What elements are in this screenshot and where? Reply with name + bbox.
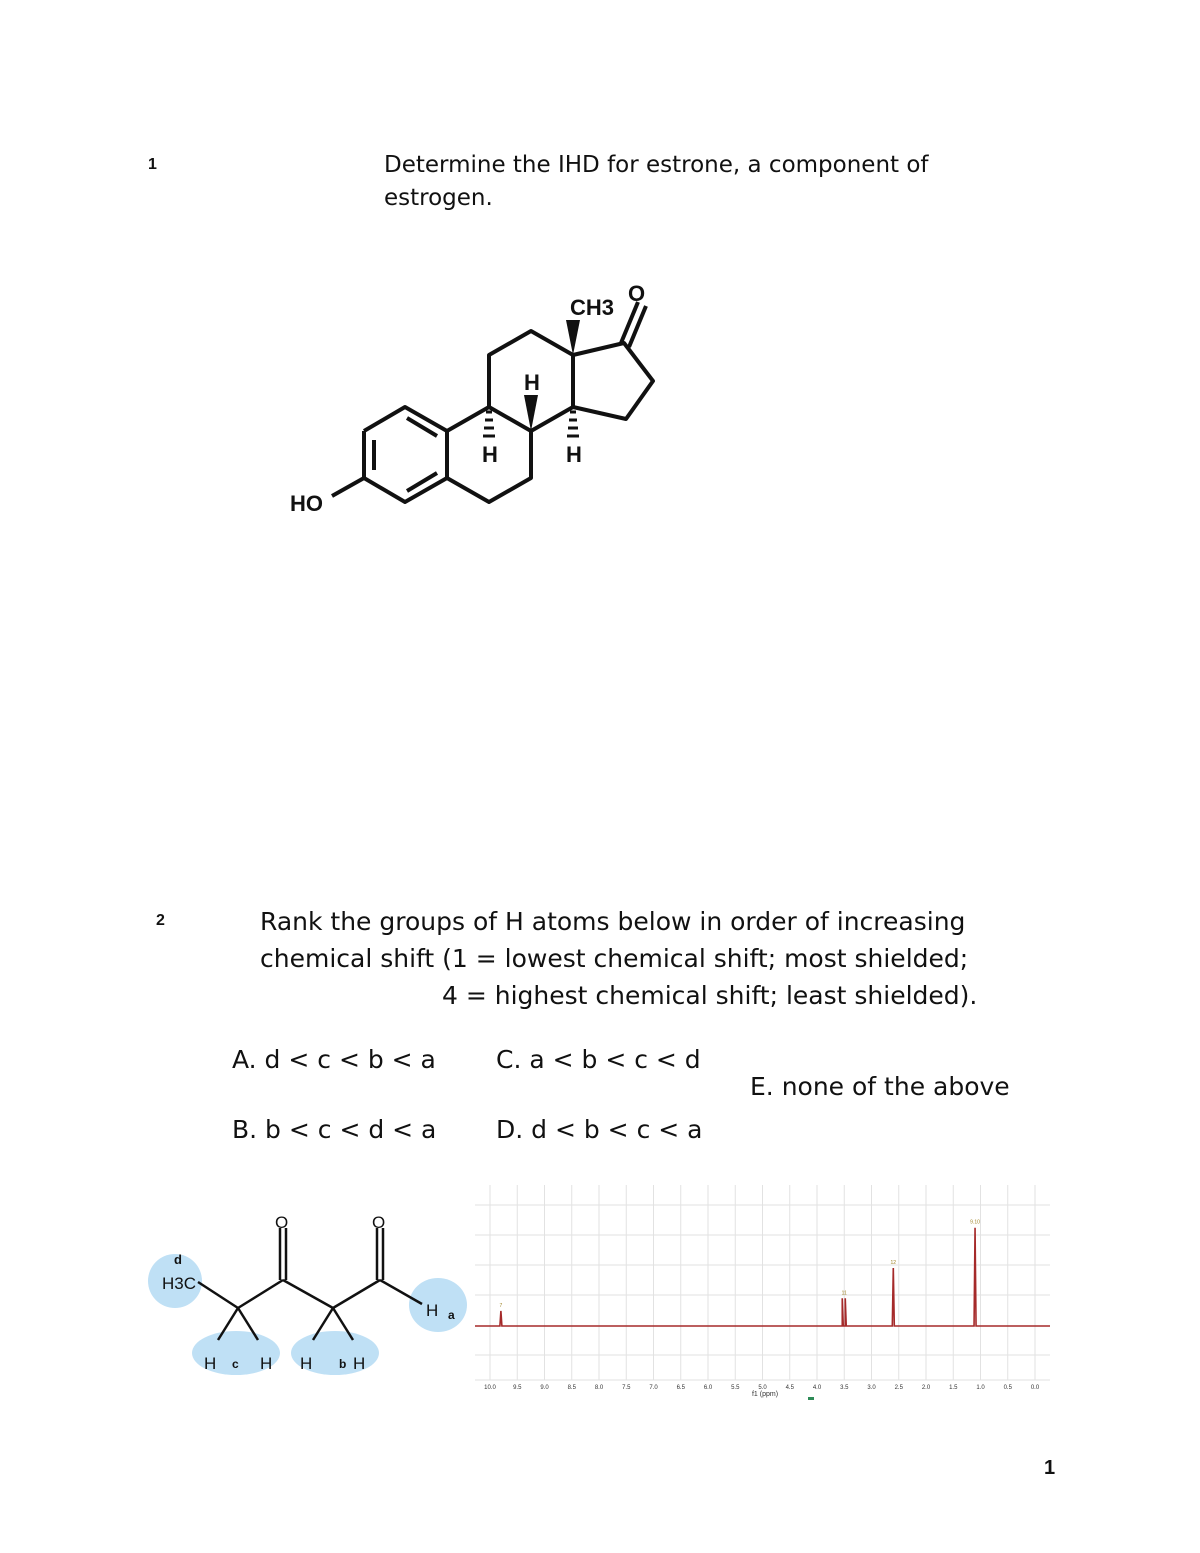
h-right-label: H xyxy=(566,442,582,467)
oxygen-2-label: O xyxy=(372,1213,386,1232)
tick-label: 2.5 xyxy=(894,1385,903,1391)
tick-label: 6.5 xyxy=(676,1385,685,1391)
tick-label: 9.5 xyxy=(513,1385,522,1391)
label-d: d xyxy=(174,1252,182,1267)
label-a: a xyxy=(448,1308,455,1322)
tick-label: 3.5 xyxy=(840,1385,849,1391)
h-left-label: H xyxy=(482,442,498,467)
aldehyde-h-label: H xyxy=(426,1301,439,1320)
tick-label: 8.0 xyxy=(594,1385,604,1391)
question-2-prompt-line2: chemical shift (1 = lowest chemical shift; most shielded; xyxy=(260,944,969,973)
h-c-left: H xyxy=(204,1354,217,1373)
integration-label: 7 xyxy=(499,1302,503,1309)
tick-label: 6.0 xyxy=(703,1385,713,1391)
tick-label: 3.0 xyxy=(867,1385,876,1391)
question-2-prompt-line3: 4 = highest chemical shift; least shielded). xyxy=(442,981,978,1010)
h-c-right: H xyxy=(260,1354,273,1373)
option-d[interactable]: D. d < b < c < a xyxy=(496,1115,703,1144)
integration-label: 9.10 xyxy=(970,1219,980,1226)
methyl-label: CH3 xyxy=(570,295,615,320)
tick-label: 5.0 xyxy=(758,1385,767,1391)
tick-label: 8.5 xyxy=(567,1385,576,1391)
tick-label: 2.0 xyxy=(921,1385,931,1391)
estrone-structure xyxy=(270,270,690,530)
tick-label: 0.0 xyxy=(1030,1385,1040,1391)
tick-label: 1.5 xyxy=(949,1385,958,1391)
butanedial-molecule xyxy=(140,1200,480,1390)
nmr-spectrum xyxy=(475,1180,1050,1405)
tick-label: 1.0 xyxy=(976,1385,985,1391)
hydroxyl-label: HO xyxy=(290,491,323,516)
tick-label: 4.0 xyxy=(812,1385,822,1391)
tick-label: 7.0 xyxy=(649,1385,658,1391)
tick-label: 9.0 xyxy=(540,1385,549,1391)
tick-label: 0.5 xyxy=(1003,1385,1012,1391)
carbonyl-oxygen-label: O xyxy=(628,281,646,306)
tick-label: 5.5 xyxy=(731,1385,740,1391)
axis-marker xyxy=(808,1397,814,1400)
tick-label: 10.0 xyxy=(484,1385,496,1391)
axis-label: f1 (ppm) xyxy=(751,1391,779,1398)
question-1-number: 1 xyxy=(148,156,157,173)
question-2-prompt-line1: Rank the groups of H atoms below in order of increasing xyxy=(260,907,966,936)
label-c: c xyxy=(232,1357,239,1371)
h-top-label: H xyxy=(524,370,540,395)
h-b-left: H xyxy=(300,1354,313,1373)
integration-label: 11 xyxy=(841,1290,847,1297)
option-a[interactable]: A. d < c < b < a xyxy=(232,1045,436,1074)
h-b-right: H xyxy=(353,1354,366,1373)
option-b[interactable]: B. b < c < d < a xyxy=(232,1115,437,1144)
integration-label: 12 xyxy=(890,1260,897,1267)
methyl-h3c-label: H3C xyxy=(162,1274,197,1293)
tick-label: 4.5 xyxy=(785,1385,794,1391)
option-c[interactable]: C. a < b < c < d xyxy=(496,1045,701,1074)
page-number: 1 xyxy=(1044,1457,1056,1479)
question-2-number: 2 xyxy=(156,912,165,929)
oxygen-1-label: O xyxy=(275,1213,289,1232)
tick-label: 7.5 xyxy=(622,1385,631,1391)
label-b: b xyxy=(339,1357,347,1371)
option-e[interactable]: E. none of the above xyxy=(750,1072,1010,1101)
question-1-prompt: Determine the IHD for estrone, a component of estrogen. xyxy=(384,152,929,211)
